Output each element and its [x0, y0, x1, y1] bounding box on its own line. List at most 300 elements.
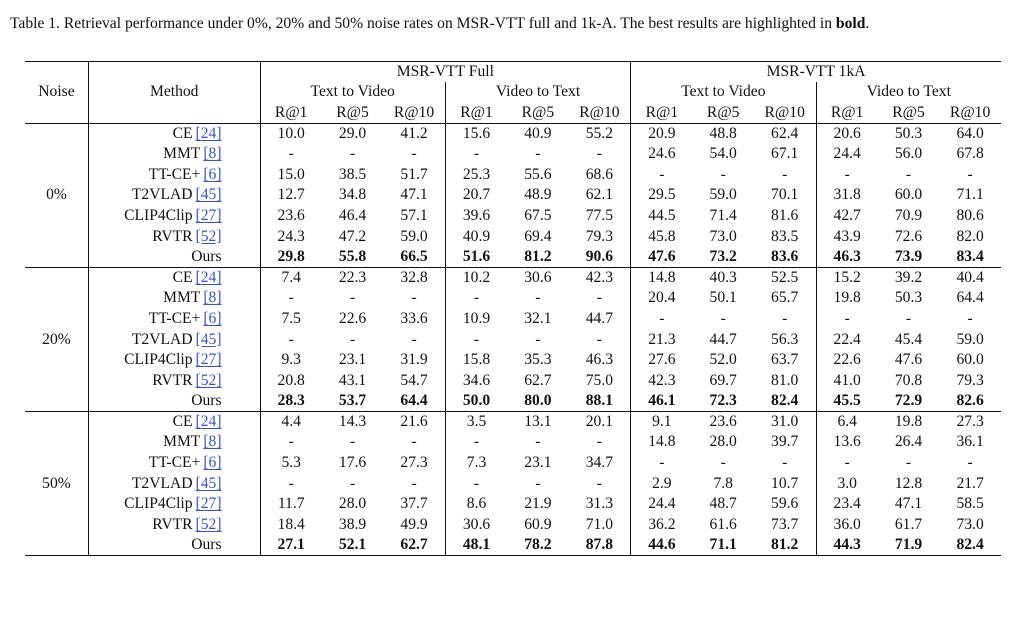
- value-cell: 59.6: [754, 494, 816, 515]
- value-cell: 60.0: [956, 351, 984, 369]
- table-row: [25, 494, 1001, 515]
- value-cell: 23.1: [524, 454, 552, 472]
- value-cell: 40.3: [709, 268, 737, 286]
- metric-header: R@10: [569, 103, 631, 124]
- value-cell: -: [967, 165, 973, 183]
- value-cell: -: [535, 330, 541, 348]
- metric-header: R@10: [949, 103, 991, 121]
- table-row: [25, 370, 1001, 391]
- value-cell: 24.4: [648, 495, 676, 513]
- value-cell: 21.7: [956, 474, 984, 492]
- value-cell: 50.3: [894, 124, 923, 142]
- citation-link[interactable]: [52]: [195, 371, 222, 389]
- value-cell: 73.2: [709, 247, 737, 265]
- citation-link[interactable]: [24]: [195, 413, 222, 431]
- value-cell: 57.1: [383, 206, 445, 227]
- value-cell: 15.2: [833, 268, 861, 286]
- value-cell: -: [569, 473, 631, 494]
- value-cell: -: [844, 309, 850, 327]
- value-cell: -: [383, 329, 445, 350]
- method-name: CLIP4Clip: [124, 206, 193, 224]
- value-cell: -: [349, 474, 356, 492]
- value-cell: 13.1: [524, 413, 552, 431]
- table-row: [25, 329, 1001, 350]
- value-cell: 3.0: [837, 474, 857, 492]
- method-cell: [88, 226, 260, 247]
- value-cell: 45.8: [648, 227, 676, 245]
- value-cell: 83.6: [754, 247, 816, 268]
- citation-link[interactable]: [52]: [195, 515, 222, 533]
- value-cell: 27.3: [383, 453, 445, 474]
- method-cell: [88, 494, 260, 515]
- metric-header: R@5: [336, 103, 369, 121]
- method-cell: [88, 391, 260, 412]
- method-cell: [88, 144, 260, 165]
- value-cell: -: [754, 453, 816, 474]
- value-cell: 36.1: [956, 433, 984, 451]
- value-cell: 46.4: [338, 206, 367, 224]
- value-cell: 18.4: [277, 515, 305, 533]
- value-cell: 82.4: [956, 536, 984, 554]
- value-cell: 55.8: [338, 247, 367, 265]
- caption-text: Table 1. Retrieval performance under 0%, 20% and 50% noise rates on MSR-VTT full and 1k-A. The best results are highlighted in: [10, 15, 836, 32]
- method-name: TT-CE+: [148, 165, 201, 183]
- method-name: RVTR: [152, 515, 193, 533]
- value-cell: 47.2: [338, 227, 367, 245]
- value-cell: 60.9: [524, 515, 552, 533]
- value-cell: 10.2: [462, 268, 491, 286]
- value-cell: -: [720, 454, 726, 472]
- value-cell: 44.7: [709, 330, 737, 348]
- value-cell: 82.4: [754, 391, 816, 412]
- table-row: [25, 473, 1001, 494]
- table-caption: [10, 13, 1020, 35]
- method-cell: [88, 453, 260, 474]
- value-cell: -: [967, 309, 973, 327]
- method-name: T2VLAD: [131, 186, 193, 204]
- value-cell: 59.0: [956, 330, 984, 348]
- value-cell: -: [569, 288, 631, 309]
- value-cell: 73.0: [709, 227, 737, 245]
- method-name: RVTR: [152, 371, 193, 389]
- value-cell: 31.0: [754, 412, 816, 433]
- table-row: [25, 453, 1001, 474]
- value-cell: 49.9: [383, 515, 445, 536]
- value-cell: 56.3: [754, 329, 816, 350]
- table-row: [25, 206, 1001, 227]
- value-cell: 77.5: [569, 206, 631, 227]
- value-cell: 73.9: [894, 247, 923, 265]
- value-cell: 47.6: [648, 247, 676, 265]
- value-cell: 39.2: [894, 268, 923, 286]
- value-cell: -: [288, 433, 294, 451]
- citation-link[interactable]: [6]: [203, 309, 222, 327]
- value-cell: 41.0: [833, 371, 861, 389]
- value-cell: 2.9: [652, 474, 672, 492]
- value-cell: -: [569, 329, 631, 350]
- value-cell: 20.7: [462, 186, 491, 204]
- metric-header: R@5: [521, 103, 555, 121]
- value-cell: 26.4: [894, 433, 923, 451]
- metric-header: R@1: [274, 103, 308, 121]
- value-cell: 44.5: [648, 206, 676, 224]
- value-cell: 9.3: [281, 351, 301, 369]
- table-body: [25, 123, 1001, 555]
- citation-link[interactable]: [24]: [195, 124, 222, 142]
- value-cell: 30.6: [462, 515, 491, 533]
- method-name: CE: [172, 413, 193, 431]
- value-cell: 5.3: [281, 454, 301, 472]
- method-cell: [88, 247, 260, 268]
- method-cell: [88, 432, 260, 453]
- metric-header: R@5: [706, 103, 740, 121]
- value-cell: 67.1: [754, 144, 816, 165]
- value-cell: 22.6: [338, 309, 367, 327]
- value-cell: 63.7: [754, 350, 816, 371]
- value-cell: -: [754, 164, 816, 185]
- value-cell: 60.0: [894, 186, 923, 204]
- value-cell: 45.5: [833, 392, 861, 410]
- value-cell: 13.6: [833, 433, 861, 451]
- method-name: T2VLAD: [131, 330, 193, 348]
- method-name: CE: [172, 124, 193, 142]
- method-name: CLIP4Clip: [124, 351, 193, 369]
- value-cell: 47.6: [894, 351, 923, 369]
- value-cell: -: [535, 145, 541, 163]
- value-cell: 81.2: [524, 247, 552, 265]
- method-name: MMT: [163, 145, 201, 163]
- value-cell: 7.8: [713, 474, 733, 492]
- value-cell: 48.7: [709, 495, 737, 513]
- value-cell: 34.7: [569, 453, 631, 474]
- value-cell: -: [383, 144, 445, 165]
- noise-header: Noise: [25, 62, 88, 124]
- value-cell: -: [288, 289, 294, 307]
- value-cell: 72.9: [894, 392, 923, 410]
- citation-link[interactable]: [45]: [195, 186, 222, 204]
- value-cell: 30.6: [524, 268, 552, 286]
- value-cell: 66.5: [383, 247, 445, 268]
- value-cell: 15.0: [277, 165, 305, 183]
- table-row: [25, 144, 1001, 165]
- value-cell: -: [844, 454, 850, 472]
- value-cell: 28.3: [277, 392, 305, 410]
- value-cell: 44.7: [569, 309, 631, 330]
- method-cell: [88, 206, 260, 227]
- value-cell: -: [905, 454, 912, 472]
- value-cell: 69.7: [709, 371, 737, 389]
- metric-header: R@1: [830, 103, 864, 121]
- method-name: RVTR: [152, 227, 193, 245]
- value-cell: -: [754, 309, 816, 330]
- dataset-1ka-header: MSR-VTT 1kA: [766, 63, 866, 81]
- value-cell: 8.6: [466, 495, 487, 513]
- value-cell: 10.9: [462, 309, 491, 327]
- value-cell: 9.1: [652, 413, 672, 431]
- value-cell: 64.4: [383, 391, 445, 412]
- value-cell: -: [535, 433, 541, 451]
- value-cell: -: [349, 289, 356, 307]
- value-cell: 15.8: [462, 351, 491, 369]
- value-cell: 41.2: [383, 123, 445, 144]
- value-cell: 71.4: [709, 206, 737, 224]
- value-cell: 29.8: [277, 247, 305, 265]
- metric-header: R@10: [754, 103, 816, 124]
- table-row: [25, 309, 1001, 330]
- value-cell: 14.8: [648, 268, 676, 286]
- value-cell: 48.9: [524, 186, 552, 204]
- citation-link[interactable]: [27]: [195, 495, 222, 513]
- value-cell: 82.6: [956, 392, 984, 410]
- value-cell: -: [383, 288, 445, 309]
- value-cell: 62.1: [569, 185, 631, 206]
- value-cell: 39.6: [462, 206, 491, 224]
- value-cell: 20.4: [648, 289, 676, 307]
- method-name: Ours: [191, 392, 222, 410]
- value-cell: 81.2: [754, 535, 816, 556]
- value-cell: -: [383, 473, 445, 494]
- value-cell: -: [659, 454, 665, 472]
- table-row: [25, 350, 1001, 371]
- full-v2t-header: Video to Text: [445, 82, 630, 103]
- value-cell: 19.8: [833, 289, 861, 307]
- citation-link[interactable]: [45]: [195, 330, 222, 348]
- value-cell: -: [473, 474, 480, 492]
- method-name: TT-CE+: [148, 454, 201, 472]
- value-cell: -: [473, 330, 480, 348]
- value-cell: 70.9: [894, 206, 923, 224]
- value-cell: 88.1: [569, 391, 631, 412]
- value-cell: 73.7: [754, 515, 816, 536]
- value-cell: 71.0: [569, 515, 631, 536]
- method-header: Method: [88, 62, 260, 124]
- value-cell: 44.3: [833, 536, 861, 554]
- value-cell: 72.6: [894, 227, 923, 245]
- method-name: MMT: [163, 289, 201, 307]
- metric-header: R@10: [383, 103, 445, 124]
- noise-cell: 0%: [25, 123, 88, 267]
- value-cell: 34.8: [338, 186, 367, 204]
- 1ka-t2v-header: Text to Video: [631, 82, 816, 103]
- 1ka-v2t-header: Video to Text: [866, 83, 951, 101]
- value-cell: -: [473, 289, 480, 307]
- method-name: T2VLAD: [131, 474, 193, 492]
- table-row: [25, 247, 1001, 268]
- value-cell: 20.1: [569, 412, 631, 433]
- dataset-full-header: MSR-VTT Full: [260, 62, 631, 83]
- value-cell: 81.0: [754, 370, 816, 391]
- value-cell: 40.9: [462, 227, 491, 245]
- value-cell: 20.6: [833, 124, 861, 142]
- value-cell: -: [535, 474, 541, 492]
- value-cell: 22.4: [833, 330, 861, 348]
- value-cell: 24.6: [648, 145, 676, 163]
- value-cell: 22.6: [833, 351, 861, 369]
- value-cell: 40.9: [524, 124, 552, 142]
- table-row: [25, 432, 1001, 453]
- value-cell: 59.0: [709, 186, 737, 204]
- citation-link[interactable]: [27]: [195, 206, 222, 224]
- value-cell: 64.4: [956, 289, 984, 307]
- method-cell: [88, 309, 260, 330]
- value-cell: 31.9: [383, 350, 445, 371]
- value-cell: 61.7: [894, 515, 923, 533]
- value-cell: 42.3: [569, 267, 631, 288]
- table-row: [25, 535, 1001, 556]
- method-name: Ours: [191, 247, 222, 265]
- citation-link[interactable]: [27]: [195, 351, 222, 369]
- value-cell: 79.3: [956, 371, 984, 389]
- value-cell: 42.7: [833, 206, 861, 224]
- value-cell: 28.0: [709, 433, 737, 451]
- value-cell: -: [349, 145, 356, 163]
- value-cell: 33.6: [383, 309, 445, 330]
- value-cell: 27.3: [956, 413, 984, 431]
- citation-link[interactable]: [8]: [203, 289, 222, 307]
- value-cell: 19.8: [894, 413, 923, 431]
- value-cell: 69.4: [524, 227, 552, 245]
- value-cell: 48.1: [462, 536, 491, 554]
- citation-link[interactable]: [45]: [195, 474, 222, 492]
- method-name: MMT: [163, 433, 201, 451]
- value-cell: 17.6: [338, 454, 367, 472]
- value-cell: -: [720, 165, 726, 183]
- table-row: [25, 288, 1001, 309]
- value-cell: 55.2: [569, 123, 631, 144]
- value-cell: 14.3: [338, 413, 367, 431]
- citation-link[interactable]: [52]: [195, 227, 222, 245]
- value-cell: 47.1: [894, 495, 923, 513]
- value-cell: 22.3: [338, 268, 367, 286]
- method-name: TT-CE+: [148, 309, 201, 327]
- value-cell: 44.6: [648, 536, 676, 554]
- value-cell: 51.6: [462, 247, 491, 265]
- value-cell: 56.0: [894, 145, 923, 163]
- value-cell: -: [288, 474, 294, 492]
- value-cell: 21.3: [648, 330, 676, 348]
- value-cell: -: [967, 454, 973, 472]
- method-name: CE: [172, 268, 193, 286]
- value-cell: 7.4: [281, 268, 301, 286]
- method-cell: [88, 123, 260, 144]
- value-cell: 67.5: [524, 206, 552, 224]
- results-table: [25, 61, 1001, 556]
- value-cell: 29.5: [648, 186, 676, 204]
- value-cell: 75.0: [569, 370, 631, 391]
- value-cell: 59.0: [383, 226, 445, 247]
- value-cell: 46.1: [648, 392, 676, 410]
- method-cell: [88, 185, 260, 206]
- method-name: CLIP4Clip: [124, 495, 193, 513]
- value-cell: 58.5: [956, 495, 984, 513]
- value-cell: 6.4: [837, 413, 857, 431]
- value-cell: 46.3: [569, 350, 631, 371]
- value-cell: -: [659, 165, 665, 183]
- value-cell: 65.7: [754, 288, 816, 309]
- value-cell: 83.5: [754, 226, 816, 247]
- value-cell: 27.1: [277, 536, 305, 554]
- value-cell: 83.4: [956, 247, 984, 265]
- method-cell: [88, 473, 260, 494]
- value-cell: -: [535, 289, 541, 307]
- value-cell: 52.0: [709, 351, 737, 369]
- value-cell: 29.0: [338, 124, 367, 142]
- value-cell: 50.3: [894, 289, 923, 307]
- value-cell: 7.5: [281, 309, 301, 327]
- value-cell: 71.9: [894, 536, 923, 554]
- table-row: [25, 391, 1001, 412]
- value-cell: 52.1: [338, 536, 367, 554]
- value-cell: 31.8: [833, 186, 861, 204]
- value-cell: -: [659, 309, 665, 327]
- value-cell: -: [569, 432, 631, 453]
- value-cell: 90.6: [569, 247, 631, 268]
- value-cell: 32.8: [383, 267, 445, 288]
- value-cell: 3.5: [466, 413, 487, 431]
- value-cell: -: [288, 145, 294, 163]
- value-cell: 40.4: [956, 268, 984, 286]
- value-cell: 15.6: [462, 124, 491, 142]
- method-cell: [88, 267, 260, 288]
- citation-link[interactable]: [6]: [203, 454, 222, 472]
- value-cell: 28.0: [338, 495, 367, 513]
- value-cell: 47.1: [383, 185, 445, 206]
- value-cell: 43.9: [833, 227, 861, 245]
- value-cell: 62.7: [383, 535, 445, 556]
- table-row: [25, 412, 1001, 433]
- value-cell: 25.3: [462, 165, 491, 183]
- value-cell: 80.0: [524, 392, 552, 410]
- metric-header: R@5: [892, 103, 925, 121]
- value-cell: 14.8: [648, 433, 676, 451]
- value-cell: 34.6: [462, 371, 491, 389]
- value-cell: -: [288, 330, 294, 348]
- metric-header: R@1: [645, 103, 679, 121]
- value-cell: 31.3: [569, 494, 631, 515]
- value-cell: 23.1: [338, 351, 367, 369]
- value-cell: 23.4: [833, 495, 861, 513]
- header-row-datasets: [25, 62, 1001, 83]
- value-cell: 70.1: [754, 185, 816, 206]
- value-cell: 62.4: [754, 123, 816, 144]
- value-cell: 55.6: [524, 165, 552, 183]
- value-cell: 23.6: [277, 206, 305, 224]
- value-cell: 21.6: [383, 412, 445, 433]
- value-cell: 38.9: [338, 515, 367, 533]
- value-cell: 24.4: [833, 145, 861, 163]
- method-name: Ours: [191, 536, 222, 554]
- method-cell: [88, 288, 260, 309]
- method-cell: [88, 370, 260, 391]
- value-cell: 78.2: [524, 536, 552, 554]
- value-cell: 53.7: [338, 392, 367, 410]
- value-cell: 4.4: [281, 413, 301, 431]
- value-cell: 52.5: [754, 267, 816, 288]
- value-cell: 51.7: [383, 164, 445, 185]
- citation-link[interactable]: [6]: [203, 165, 222, 183]
- citation-link[interactable]: [8]: [203, 145, 222, 163]
- value-cell: 54.0: [709, 145, 737, 163]
- table-row: [25, 226, 1001, 247]
- value-cell: 46.3: [833, 247, 861, 265]
- citation-link[interactable]: [24]: [195, 268, 222, 286]
- method-cell: [88, 515, 260, 536]
- value-cell: 36.0: [833, 515, 861, 533]
- value-cell: 68.6: [569, 164, 631, 185]
- value-cell: 42.3: [648, 371, 676, 389]
- citation-link[interactable]: [8]: [203, 433, 222, 451]
- value-cell: 50.1: [709, 289, 737, 307]
